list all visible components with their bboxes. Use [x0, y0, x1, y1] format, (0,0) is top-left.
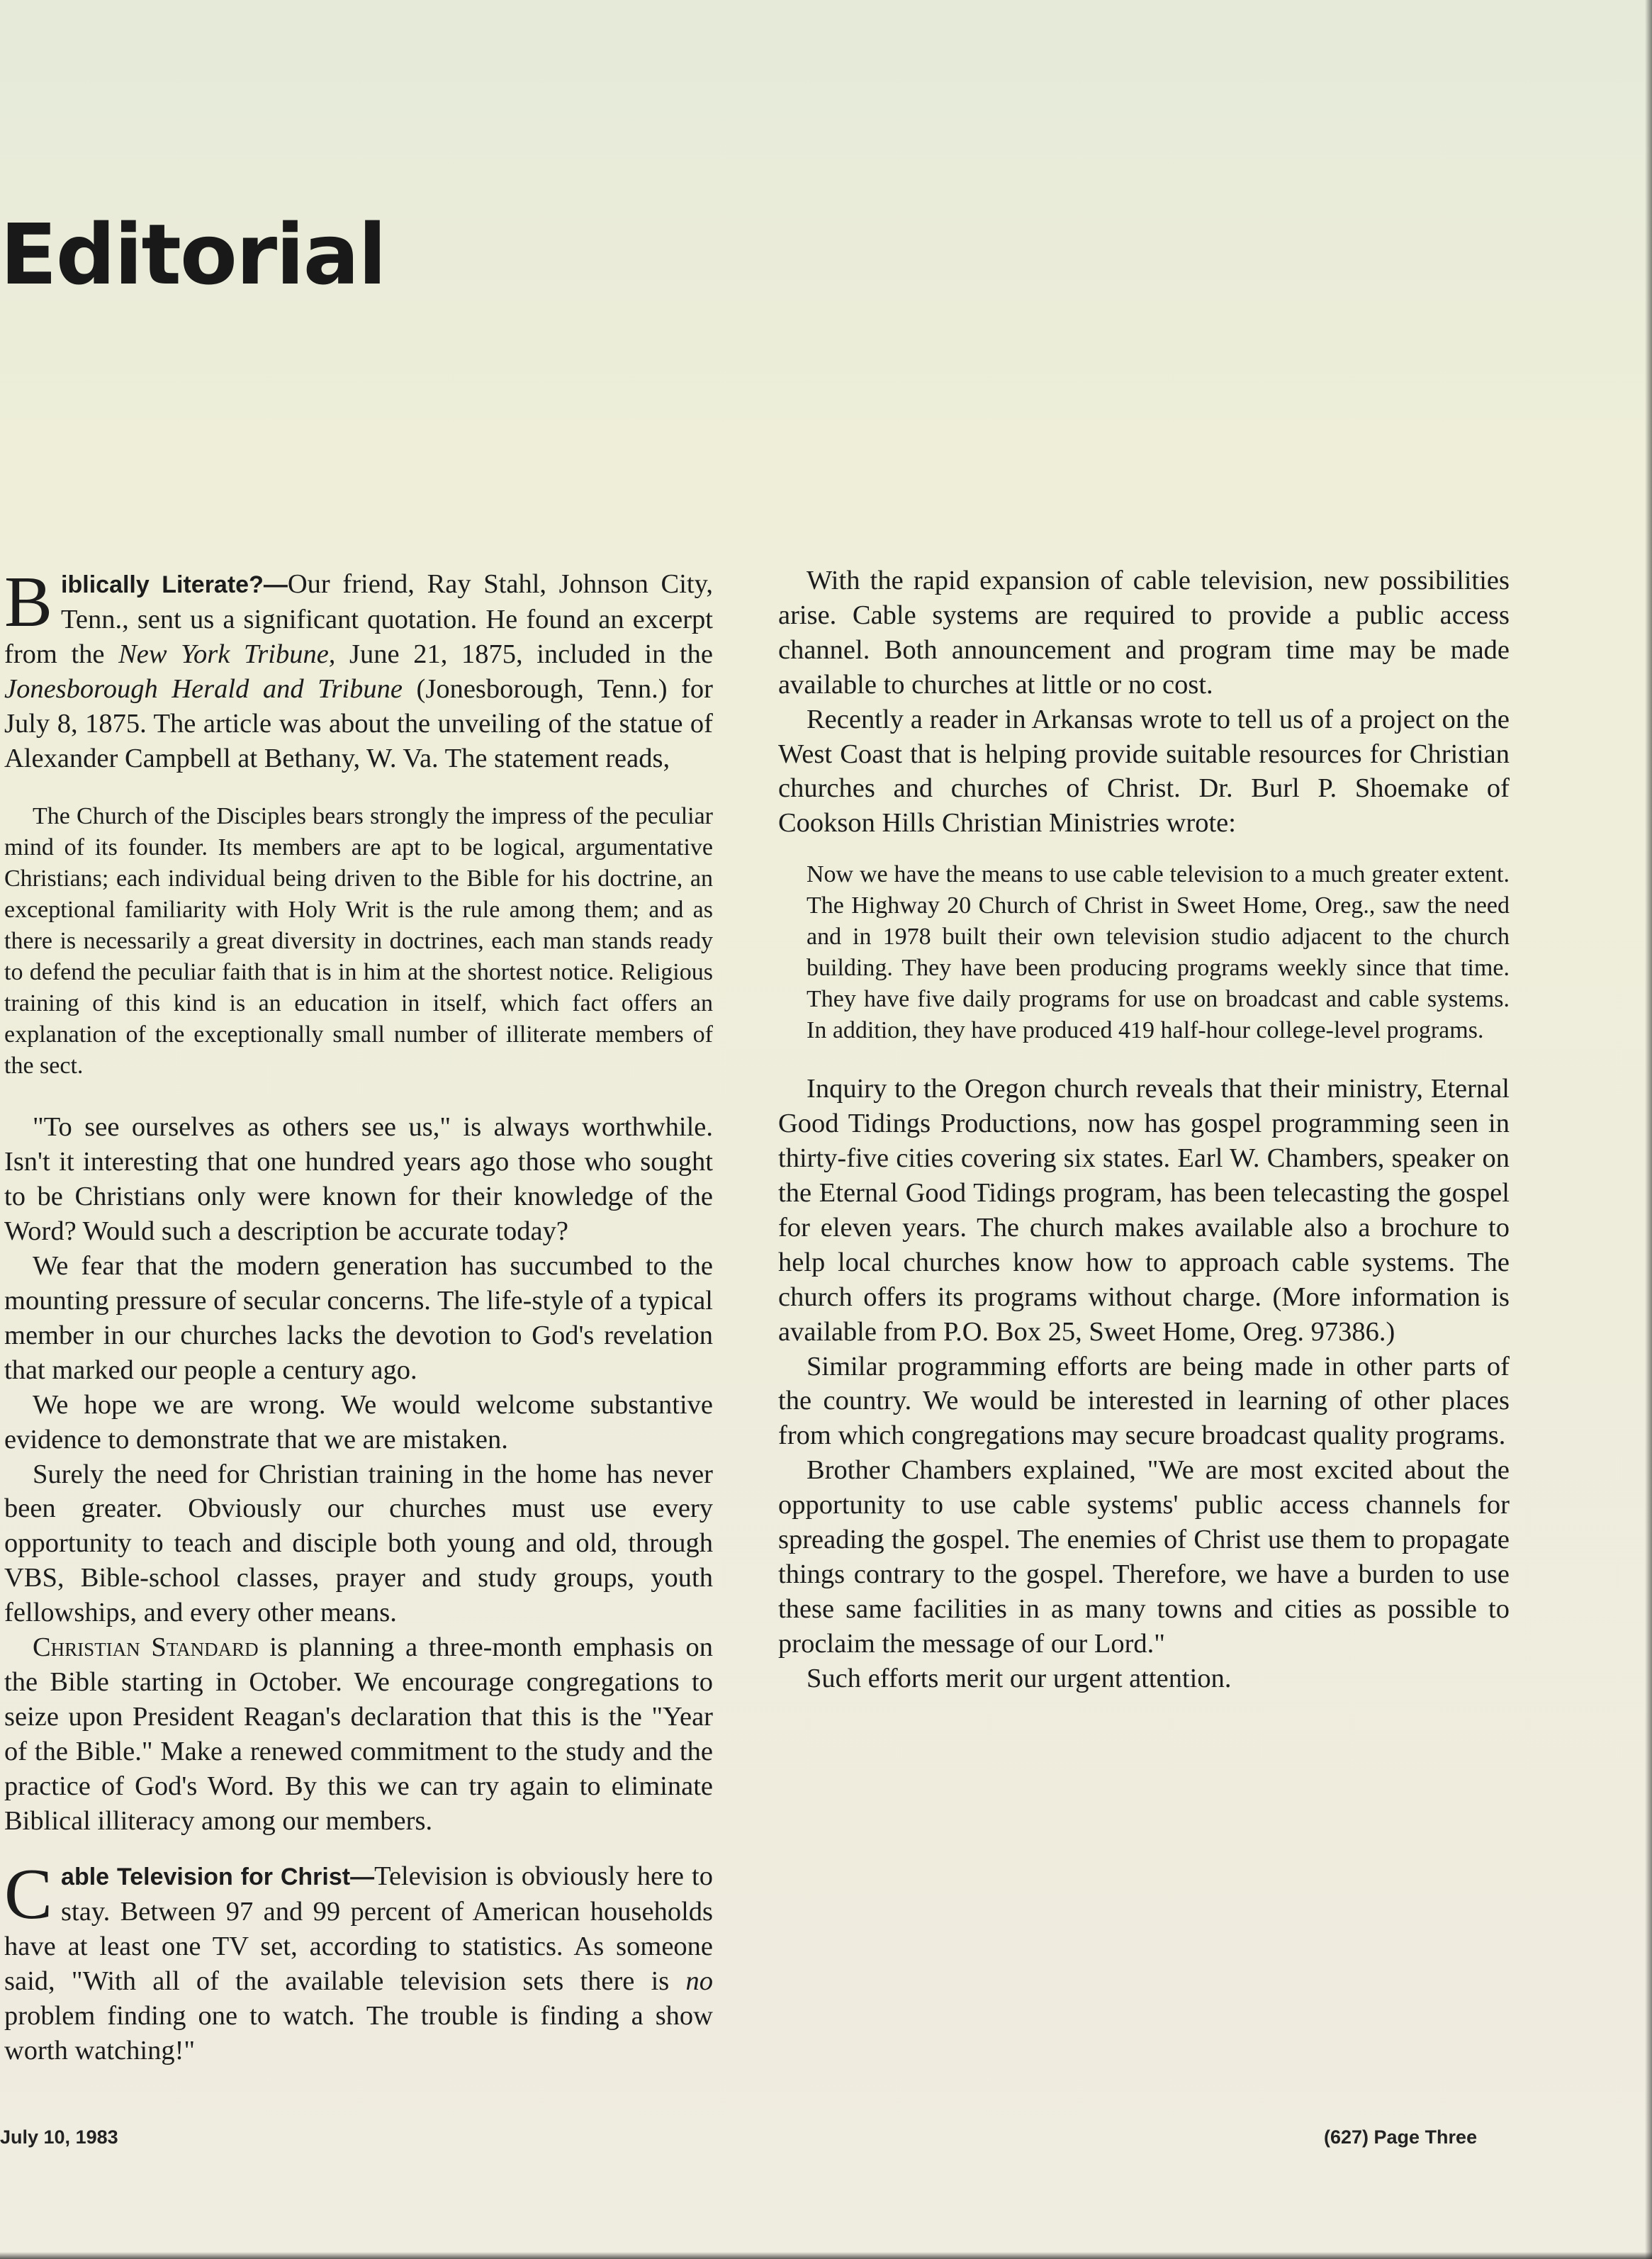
emphasis: no — [685, 1966, 713, 1997]
drop-cap: B — [4, 562, 53, 642]
page-edge-shadow — [1645, 0, 1652, 2259]
paragraph: We hope we are wrong. We would welcome substantive evidence to demonstrate that we are mistaken. — [4, 1389, 713, 1454]
article-biblically-literate-intro: Biblically Literate?—Our friend, Ray Stahl, Johnson City, Tenn., sent us a significant quotation. He found an excerpt from the New York Tribune, June 21, 1875, included in the Jonesborough Herald and Tribune (Jonesborough, Tenn.) for July 8, 1875. The article was about the unveiling of the statue of Alexander Campbell at Bethany, W. Va. The statement reads, — [4, 562, 713, 773]
paragraph: Christian Standard is planning a three-month emphasis on the Bible starting in October. We encourage congregations to seize upon President Reagan's declaration that this is the "Year of the Bible." Make a renewed commitment to the study and the practice of God's Word. By this we can try again to eliminate Biblical illiteracy among our members. — [4, 1632, 713, 1836]
drop-cap: C — [4, 1854, 53, 1935]
article-heading: able Television for Christ — [61, 1863, 351, 1891]
paragraph: "To see ourselves as others see us," is always worthwhile. Isn't it interesting that one hundred years ago those who sought to be Christians only were known for their knowledge of the Word? Would such a description be accurate today? — [4, 1112, 713, 1247]
block-quote: Now we have the means to use cable television to a much greater extent. The Highway 20 Church of Christ in Sweet Home, Oreg., saw the need and in 1978 built their own television studio adjacent to the church building. They have been producing programs weekly since that time. They have five daily programs for use on broadcast and cable systems. In addition, they have produced 419 half-hour college-level programs. — [807, 861, 1510, 1044]
paragraph: Inquiry to the Oregon church reveals that their ministry, Eternal Good Tidings Productions, now has gospel programming seen in thirty-five cities covering six states. Earl W. Chambers, speaker on the Eternal Good Tidings program, has been telecasting the gospel for eleven years. The church makes available also a brochure to help local churches know how to approach cable systems. The church offers its programs without charge. (More information is available from P.O. Box 25, Sweet Home, Oreg. 97386.) — [778, 1074, 1510, 1347]
magazine-name: Christian Standard — [33, 1632, 259, 1663]
paragraph: Recently a reader in Arkansas wrote to tell us of a project on the West Coast that is helping provide suitable resources for Christian churches and churches of Christ. Dr. Burl P. Shoemake of Cookson Hills Christian Ministries wrote: — [778, 704, 1510, 839]
paragraph: We fear that the modern generation has succumbed to the mounting pressure of secular concerns. The life-style of a typical member in our churches lacks the devotion to God's revelation that marked our people a century ago. — [4, 1251, 713, 1385]
left-column — [4, 562, 714, 2068]
paragraph: Such efforts merit our urgent attention. — [807, 1663, 1232, 1693]
heading-dash: — — [263, 571, 288, 598]
paragraph: Surely the need for Christian training in the home has never been greater. Obviously our churches must use every opportunity to teach and disciple both young and old, through VBS, Bible-school classes, prayer and study groups, youth fellowships, and every other means. — [4, 1459, 713, 1628]
right-column — [778, 564, 1510, 1696]
block-quote: The Church of the Disciples bears strongly the impress of the peculiar mind of its founder. Its members are apt to be logical, argumentative Christians; each individual being driven to the Bible for his doctrine, an exceptional familiarity with Holy Writ is the rule among them; and as there is necessarily a great diversity in doctrines, each man stands ready to defend the peculiar faith that is in him at the shortest notice. Religious training of this kind is an education in itself, which fact offers an explanation of the exceptionally small number of illiterate members of the sect. — [4, 803, 713, 1080]
page-title: Editorial — [0, 206, 386, 303]
source-title: Jonesborough Herald and Tribune — [4, 673, 403, 704]
paragraph: Similar programming efforts are being made in other parts of the country. We would be interested in learning of other places from which congregations may secure broadcast quality programs. — [778, 1351, 1510, 1451]
paragraph: With the rapid expansion of cable television, new possibilities arise. Cable systems are required to provide a public access channel. Both announcement and program time may be made available to churches at little or no cost. — [778, 566, 1510, 700]
page-edge-shadow — [0, 2252, 1652, 2259]
article-heading: iblically Literate? — [61, 571, 264, 598]
article-cable-television-intro: Cable Television for Christ—Television is obviously here to stay. Between 97 and 99 percent of American households have at least one TV set, according to statistics. As someone said, "With all of the available television sets there is no problem finding one to watch. The trouble is finding a show worth watching!" — [4, 1854, 714, 2065]
footer-page-number: (627) Page Three — [1324, 2126, 1478, 2148]
heading-dash: — — [350, 1863, 375, 1891]
source-title: New York Tribune, — [118, 639, 336, 669]
footer-date: July 10, 1983 — [0, 2126, 118, 2148]
paragraph: Brother Chambers explained, "We are most excited about the opportunity to use cable systems' public access channels for spreading the gospel. The enemies of Christ use them to propagate things contrary to the gospel. Therefore, we have a burden to use these same facilities in as many towns and cities as possible to proclaim the message of our Lord." — [778, 1455, 1510, 1659]
